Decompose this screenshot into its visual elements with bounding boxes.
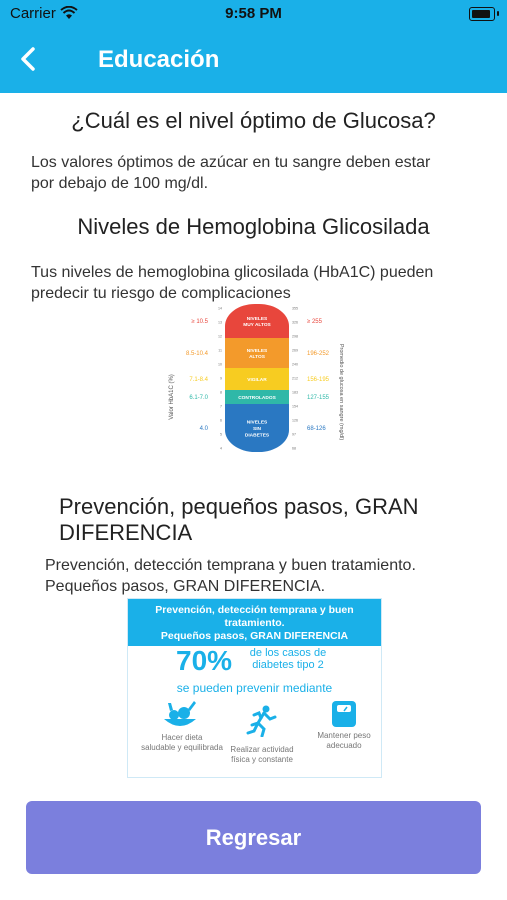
glucose-text bbox=[31, 152, 430, 194]
food-caption-line: saludable y equilibrada bbox=[141, 743, 223, 752]
band-right-value: 196-252 bbox=[307, 351, 330, 357]
percent-desc-line: diabetes tipo 2 bbox=[252, 659, 324, 671]
band-label: MUY ALTOS bbox=[243, 323, 271, 329]
scale-right-tick: 240 bbox=[292, 362, 298, 367]
band-left-value: 7.1-8.4 bbox=[189, 377, 208, 383]
infographic-header-line: Prevención, detección temprana y buen tratamiento. bbox=[155, 604, 354, 629]
scale-right-tick: 68 bbox=[292, 446, 296, 451]
hba1c-levels-chart bbox=[160, 302, 350, 482]
hba1c-title: Niveles de Hemoglobina Glicosilada bbox=[77, 214, 430, 239]
prevention-text-line: Prevención, detección temprana y buen tratamiento. bbox=[45, 557, 416, 574]
band-right-value: 156-195 bbox=[307, 377, 330, 383]
prevention-title bbox=[59, 494, 419, 546]
percent-desc-line: de los casos de bbox=[249, 647, 327, 659]
band-left-value: 4.0 bbox=[199, 426, 208, 432]
scale-left-tick: 13 bbox=[218, 320, 222, 325]
scale-left-tick: 4 bbox=[220, 446, 222, 451]
band-label: SIN bbox=[253, 427, 261, 432]
navigation-bar bbox=[0, 28, 507, 93]
infographic-subtitle: se pueden prevenir mediante bbox=[176, 681, 333, 695]
band-left-value: 6.1-7.0 bbox=[189, 395, 208, 401]
runner-caption-line: Realizar actividad bbox=[230, 745, 294, 754]
infographic-header-line: Pequeños pasos, GRAN DIFERENCIA bbox=[160, 630, 349, 642]
band-label: DIABETES bbox=[244, 433, 270, 439]
food-icon bbox=[160, 699, 200, 731]
scale-icon bbox=[324, 699, 364, 731]
band-label: NIVELES bbox=[246, 316, 268, 322]
band-label: VIGILAR bbox=[247, 378, 267, 383]
band-label: NIVELES bbox=[246, 420, 268, 426]
scale-right-tick: 355 bbox=[292, 306, 298, 311]
glucose-title: ¿Cuál es el nivel óptimo de Glucosa? bbox=[71, 108, 436, 133]
scale-caption bbox=[304, 731, 384, 751]
scale-left-tick: 6 bbox=[220, 418, 222, 423]
prevention-title-line: DIFERENCIA bbox=[59, 520, 193, 545]
scale-left-tick: 5 bbox=[220, 432, 222, 437]
right-axis-label: Promedio de glucosa en sangre (mg/dl) bbox=[338, 343, 344, 441]
scale-left-tick: 8 bbox=[220, 390, 222, 395]
band-left-value: ≥ 10.5 bbox=[191, 319, 208, 325]
food-caption bbox=[134, 733, 230, 753]
page-title: Educación bbox=[98, 46, 220, 73]
scale-right-tick: 269 bbox=[292, 348, 298, 353]
scale-left-tick: 12 bbox=[218, 334, 222, 339]
band-left-value: 8.5-10.4 bbox=[185, 351, 208, 357]
scale-right-tick: 183 bbox=[292, 390, 298, 395]
band-right-value: ≥ 255 bbox=[307, 319, 322, 325]
chevron-left-icon[interactable] bbox=[14, 44, 44, 74]
scale-right-tick: 126 bbox=[292, 418, 298, 423]
left-axis-label: Valor HbA1C (%) bbox=[169, 374, 175, 420]
scale-right-tick: 154 bbox=[292, 404, 298, 409]
scale-left-tick: 14 bbox=[218, 306, 222, 311]
runner-caption bbox=[218, 745, 306, 765]
food-caption-line: Hacer dieta bbox=[161, 733, 203, 742]
carrier-label: Carrier bbox=[10, 5, 56, 22]
scale-left-tick: 10 bbox=[218, 362, 222, 367]
battery-tip bbox=[497, 11, 499, 16]
scale-caption-line: adecuado bbox=[326, 741, 362, 750]
scale-left-tick: 11 bbox=[218, 348, 222, 353]
back-button[interactable]: Regresar bbox=[26, 801, 481, 874]
hba1c-text bbox=[31, 262, 433, 304]
band-label: CONTROLADOS bbox=[238, 396, 276, 401]
band-right-value: 68-126 bbox=[307, 426, 326, 432]
glucose-text-line: Los valores óptimos de azúcar en tu sangre deben estar bbox=[31, 154, 431, 171]
scale-caption-line: Mantener peso bbox=[317, 731, 371, 740]
scale-right-tick: 298 bbox=[292, 334, 298, 339]
status-time: 9:58 PM bbox=[225, 5, 282, 22]
prevention-infographic bbox=[127, 598, 382, 778]
scale-right-tick: 326 bbox=[292, 320, 298, 325]
prevention-text bbox=[45, 555, 416, 597]
infographic-header bbox=[128, 599, 381, 646]
band-right-value: 127-155 bbox=[307, 395, 330, 401]
percent-value: 70% bbox=[176, 645, 233, 676]
hba1c-text-line: predecir tu riesgo de complicaciones bbox=[31, 285, 291, 302]
battery-icon bbox=[469, 7, 495, 21]
scale-right-tick: 212 bbox=[292, 376, 298, 381]
scale-left-tick: 7 bbox=[220, 404, 222, 409]
runner-icon bbox=[242, 705, 282, 737]
percent-description bbox=[243, 647, 333, 671]
glucose-text-line: por debajo de 100 mg/dl. bbox=[31, 175, 209, 192]
runner-caption-line: física y constante bbox=[231, 755, 293, 764]
scale-left-tick: 9 bbox=[220, 376, 222, 381]
hba1c-text-line: Tus niveles de hemoglobina glicosilada (HbA1C) pueden bbox=[31, 264, 434, 281]
prevention-text-line: Pequeños pasos, GRAN DIFERENCIA. bbox=[45, 578, 326, 595]
prevention-title-line: Prevención, pequeños pasos, GRAN bbox=[59, 494, 419, 519]
band-label: ALTOS bbox=[249, 355, 265, 361]
status-bar bbox=[0, 0, 507, 28]
band-label: NIVELES bbox=[246, 348, 268, 354]
scale-right-tick: 97 bbox=[292, 432, 296, 437]
